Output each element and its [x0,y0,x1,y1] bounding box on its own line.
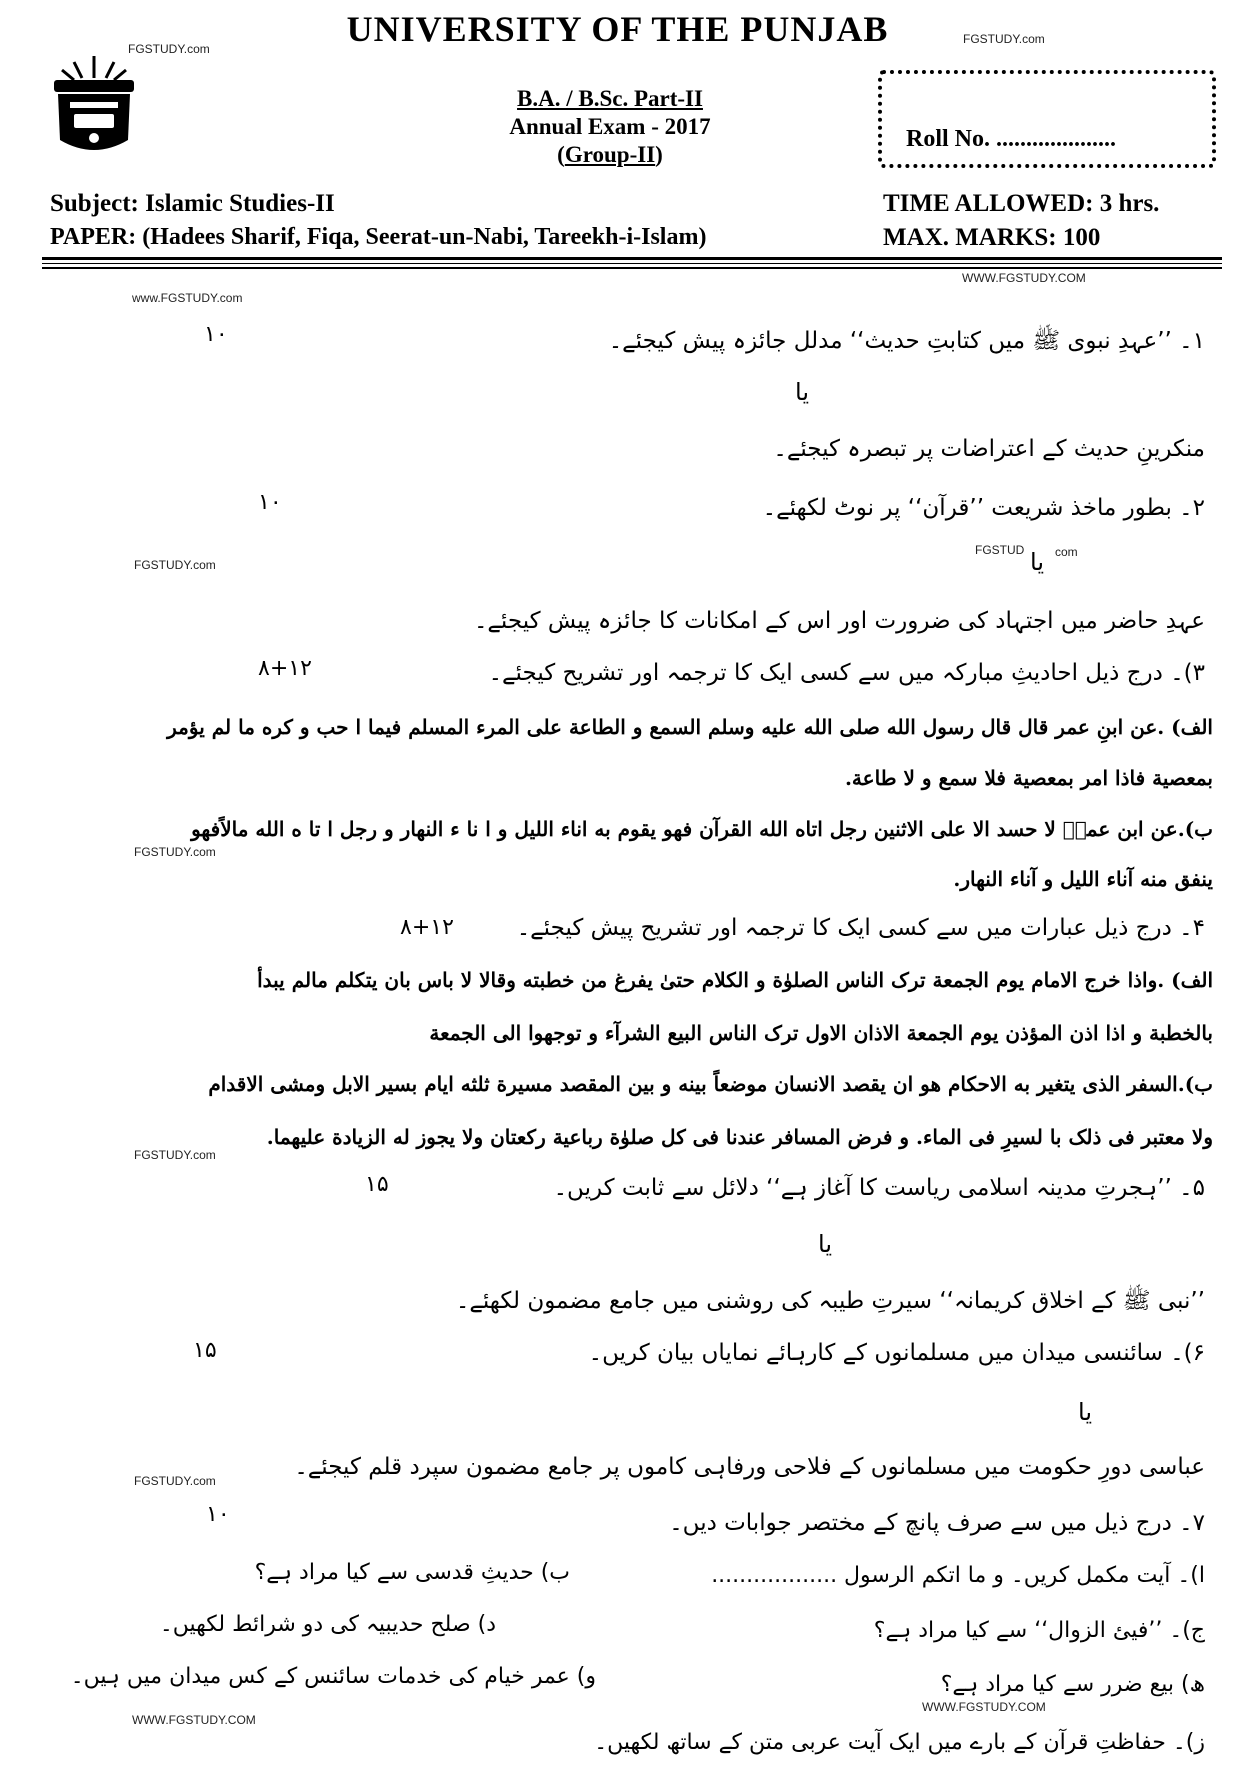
watermark: www.FGSTUDY.com [132,291,243,305]
group-wrap [420,142,800,168]
marks-q5: ۱۵ [365,1172,389,1197]
paren-close: ) [655,142,663,167]
question-3: ۳)۔ درج ذیل احادیثِ مبارکہ میں سے کسی ایک کا ترجمہ اور تشریح کیجئے۔ [488,660,1205,686]
question-5-alt: ’’نبی ﷺ کے اخلاق کریمانہ‘‘ سیرتِ طیبہ کی روشنی میں جامع مضمون لکھئے۔ [455,1288,1205,1314]
watermark: FGSTUDY.com [134,1474,216,1488]
question-4-b: ب).السفر الذی یتغیر به الاحکام هو ان یقصد الانسان موضعاً بینه و بین المقصد مسیرة ثلثه ایام بسیر الابل ومشی الاقدام [208,1072,1213,1096]
divider [42,267,1222,269]
or-separator: یا [1030,548,1044,576]
marks-q2: ۱۰ [258,490,282,515]
question-6: ۶)۔ سائنسی میدان میں مسلمانوں کے کارہائے نمایاں بیان کریں۔ [588,1340,1205,1366]
watermark: FGSTUDY.com [134,558,216,572]
question-4-b-cont: ولا معتبر فی ذلک با لسیرِ فی الماء. و فرض المسافر عندنا فی کل صلوٰة رباعیة رکعتان ولا یجوز له الزیادة علیهما. [266,1125,1213,1149]
or-separator: یا [1078,1398,1092,1426]
marks-q3: ۸+۱۲ [258,656,312,681]
question-7-c: ج)۔ ’’فیئ الزوال‘‘ سے کیا مراد ہے؟ [873,1618,1205,1643]
question-3-b: ب).عن ابن عمرؓ لا حسد الا علی الاثنین رجل اتاه الله القرآن فهو یقوم به اناء اللیل و ا نا ء النهار و رجل ا تا ه الله مالاًفهو [191,817,1213,841]
question-7-a: ا)۔ آیت مکمل کریں۔ و ما اتکم الرسول .................. [711,1563,1205,1588]
question-7-g: ز)۔ حفاظتِ قرآن کے بارے میں ایک آیت عربی متن کے ساتھ لکھیں۔ [594,1730,1205,1755]
question-6-alt: عباسی دورِ حکومت میں مسلمانوں کے فلاحی ورفاہی کاموں پر جامع مضمون سپرد قلم کیجئے۔ [294,1454,1205,1480]
question-3-a: الف) .عن ابنِ عمر قال قال رسول الله صلی الله علیه وسلم السمع و الطاعة علی المرء المسلم فیما ا حب و کره ما لم یؤمر [167,715,1213,739]
question-1: ١۔ ’’عہدِ نبوی ﷺ میں کتابتِ حدیث‘‘ مدلل جائزہ پیش کیجئے۔ [608,328,1205,354]
question-7-d: د) صلح حدیبیہ کی دو شرائط لکھیں۔ [159,1612,496,1637]
university-title: UNIVERSITY OF THE PUNJAB [346,9,889,49]
exam-info [420,86,800,168]
question-4-a-cont: بالخطبة و اذا اذن المؤذن یوم الجمعة الاذان الاول ترک الناس البیع الشرآء و توجهوا الی الجمعة [429,1021,1213,1045]
divider [42,263,1222,264]
or-separator: یا [795,378,809,406]
question-7-b: ب) حدیثِ قدسی سے کیا مراد ہے؟ [254,1560,570,1585]
watermark: FGSTUDY.com [134,1148,216,1162]
max-marks: MAX. MARKS: 100 [883,224,1101,251]
paper-label: PAPER: (Hadees Sharif, Fiqa, Seerat-un-Nabi, Tareekh-i-Islam) [50,224,707,250]
divider [42,257,1222,260]
question-4: ۴۔ درج ذیل عبارات میں سے کسی ایک کا ترجمہ اور تشریح پیش کیجئے۔ [516,915,1205,941]
marks-q4: ۸+۱۲ [400,915,454,940]
roll-number-box [878,70,1216,168]
question-2-alt: عہدِ حاضر میں اجتہاد کی ضرورت اور اس کے امکانات کا جائزہ پیش کیجئے۔ [473,608,1205,634]
subject-label: Subject: Islamic Studies-II [50,190,335,217]
time-allowed: TIME ALLOWED: 3 hrs. [883,190,1160,217]
question-4-a: الف) .واذا خرج الامام یوم الجمعة ترک الناس الصلوٰة و الکلام حتیٰ یفرغ من خطبته وقالا لا باس بان یتکلم مالم یبدأ [257,968,1213,992]
program-label: B.A. / B.Sc. Part-II [517,86,703,111]
watermark: com [1055,545,1078,559]
question-3-a-cont: بمعصیة فاذا امر بمعصیة فلا سمع و لا طاعة. [844,766,1213,790]
question-7: ۷۔ درج ذیل میں سے صرف پانچ کے مختصر جوابات دیں۔ [669,1510,1205,1536]
university-logo [44,52,144,164]
or-separator: یا [818,1230,832,1258]
paren-open: ( [557,142,565,167]
watermark: WWW.FGSTUDY.COM [962,271,1086,285]
group-label: Group-II [564,142,656,167]
marks-q7: ۱۰ [206,1502,230,1527]
question-3-b-cont: ینفق منه آناء اللیل و آناء النهار. [953,867,1213,891]
watermark: FGSTUDY.com [134,845,216,859]
watermark: FGSTUDY.com [963,32,1045,46]
watermark: WWW.FGSTUDY.COM [132,1713,256,1727]
marks-q6: ۱۵ [193,1338,217,1363]
watermark: FGSTUDY.com [128,42,210,56]
exam-label: Annual Exam - 2017 [509,114,711,139]
marks-q1: ۱۰ [204,322,228,347]
watermark: FGSTUD [975,543,1025,557]
question-5: ۵۔ ’’ہجرتِ مدینہ اسلامی ریاست کا آغاز ہے‘‘ دلائل سے ثابت کریں۔ [553,1175,1205,1201]
roll-number-label: Roll No. .................... [906,126,1116,152]
watermark: WWW.FGSTUDY.COM [922,1700,1046,1714]
question-1-alt: منکرینِ حدیث کے اعتراضات پر تبصرہ کیجئے۔ [773,436,1205,462]
question-7-f: و) عمر خیام کی خدمات سائنس کے کس میدان میں ہیں۔ [70,1664,596,1689]
question-7-e: ھ) بیع ضرر سے کیا مراد ہے؟ [940,1672,1205,1697]
question-2: ۲۔ بطور ماخذ شریعت ’’قرآن‘‘ پر نوٹ لکھئے۔ [762,495,1205,521]
